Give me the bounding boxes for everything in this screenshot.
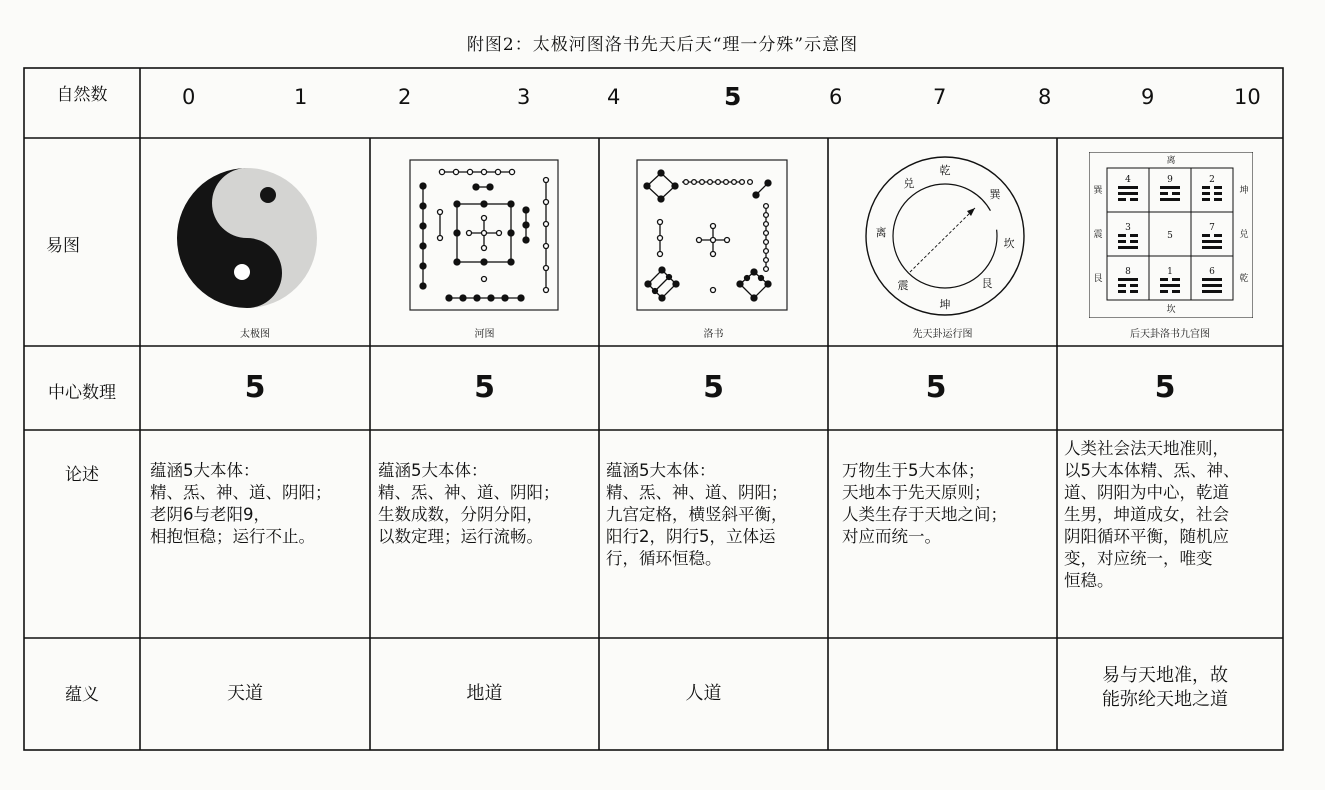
row-label-diagram: 易图	[46, 236, 80, 256]
taiji-diagram	[176, 162, 318, 314]
jiugong-right-3: 乾	[1239, 274, 1249, 284]
center-number-xiantian: 5	[925, 370, 947, 405]
center-number-jiugong: 5	[1154, 370, 1176, 405]
jiugong-num-5: 5	[1167, 231, 1173, 241]
number-6: 6	[829, 85, 843, 109]
discussion-xiantian: 万物生于5大本体； 天地本于先天原则； 人类生存于天地之间； 对应而统一。	[842, 461, 1007, 546]
caption-xiantian: 先天卦运行图	[912, 329, 973, 340]
jiugong-num-6: 6	[1209, 267, 1215, 277]
row-label-center-principle: 中心数理	[48, 383, 116, 403]
center-number-hetu: 5	[474, 370, 495, 405]
luoshu-diagram	[636, 158, 788, 314]
number-8: 8	[1038, 85, 1052, 109]
caption-jiugong: 后天卦洛书九宫图	[1130, 329, 1210, 340]
caption-taiji: 太极图	[240, 329, 270, 340]
center-number-luoshu: 5	[703, 370, 724, 405]
xiantian-diagram	[863, 154, 1027, 318]
number-9: 9	[1141, 85, 1155, 109]
trigram-qian: 乾	[939, 164, 951, 177]
meaning-jiugong: 易与天地准，故 能弥纶天地之道	[1102, 665, 1228, 710]
jiugong-num-4: 4	[1125, 175, 1131, 185]
hetu-diagram	[409, 158, 561, 314]
yang-dot	[234, 264, 250, 280]
trigram-dui: 兑	[903, 177, 915, 190]
jiugong-num-7: 7	[1209, 223, 1215, 233]
jiugong-left-3: 艮	[1093, 274, 1103, 284]
jiugong-right-2: 兑	[1239, 230, 1249, 240]
number-0: 0	[182, 85, 196, 109]
caption-luoshu: 洛书	[703, 329, 724, 340]
jiugong-diagram	[1089, 152, 1253, 318]
meaning-hetu: 地道	[466, 683, 503, 704]
row-label-discussion: 论述	[65, 465, 99, 485]
jiugong-bottom-label: 坎	[1166, 305, 1176, 315]
row-label-natural-numbers: 自然数	[56, 85, 108, 105]
number-4: 4	[607, 85, 621, 109]
trigram-gen: 艮	[981, 277, 993, 290]
jiugong-num-9: 9	[1167, 175, 1173, 185]
trigram-zhen: 震	[897, 279, 909, 292]
discussion-jiugong: 人类社会法天地准则， 以5大本体精、炁、神、 道、阴阳为中心，乾道 生男，坤道成女，社会 阴阳循环平衡，随机应 变，对应统一，唯变 恒稳。	[1064, 439, 1240, 590]
jiugong-num-3: 3	[1125, 223, 1131, 233]
jiugong-left-1: 巽	[1093, 186, 1103, 196]
trigram-kun: 坤	[939, 298, 951, 311]
trigram-li: 离	[875, 226, 887, 239]
row-label-meaning: 蕴义	[65, 685, 99, 705]
jiugong-num-2: 2	[1209, 175, 1215, 185]
center-number-taiji: 5	[244, 370, 266, 405]
number-2: 2	[398, 85, 412, 109]
meaning-taiji: 天道	[227, 683, 263, 704]
caption-hetu: 河图	[474, 329, 495, 340]
discussion-hetu: 蕴涵5大本体： 精、炁、神、道、阴阳； 生数成数，分阴分阳， 以数定理；运行流畅。	[378, 461, 560, 546]
number-10: 10	[1234, 85, 1261, 109]
number-7: 7	[933, 85, 947, 109]
number-5: 5	[724, 82, 742, 111]
trigram-xun: 巽	[989, 188, 1001, 201]
discussion-luoshu: 蕴涵5大本体： 精、炁、神、道、阴阳； 九宫定格，横竖斜平衡， 阳行2，阴行5，立体运 行，循环恒稳。	[606, 461, 788, 568]
page-title: 附图2：太极河图洛书先天后天“理一分殊”示意图	[466, 35, 859, 55]
jiugong-top-label: 离	[1166, 156, 1176, 166]
number-3: 3	[517, 85, 531, 109]
jiugong-right-1: 坤	[1239, 186, 1249, 196]
jiugong-left-2: 震	[1093, 230, 1103, 240]
yin-dot	[260, 187, 276, 203]
jiugong-num-8: 8	[1125, 267, 1131, 277]
jiugong-num-1: 1	[1167, 267, 1173, 277]
number-1: 1	[294, 85, 308, 109]
meaning-luoshu: 人道	[685, 683, 722, 704]
discussion-taiji: 蕴涵5大本体： 精、炁、神、道、阴阳； 老阴6与老阳9， 相抱恒稳；运行不止。	[150, 461, 332, 546]
trigram-kan: 坎	[1003, 237, 1015, 250]
